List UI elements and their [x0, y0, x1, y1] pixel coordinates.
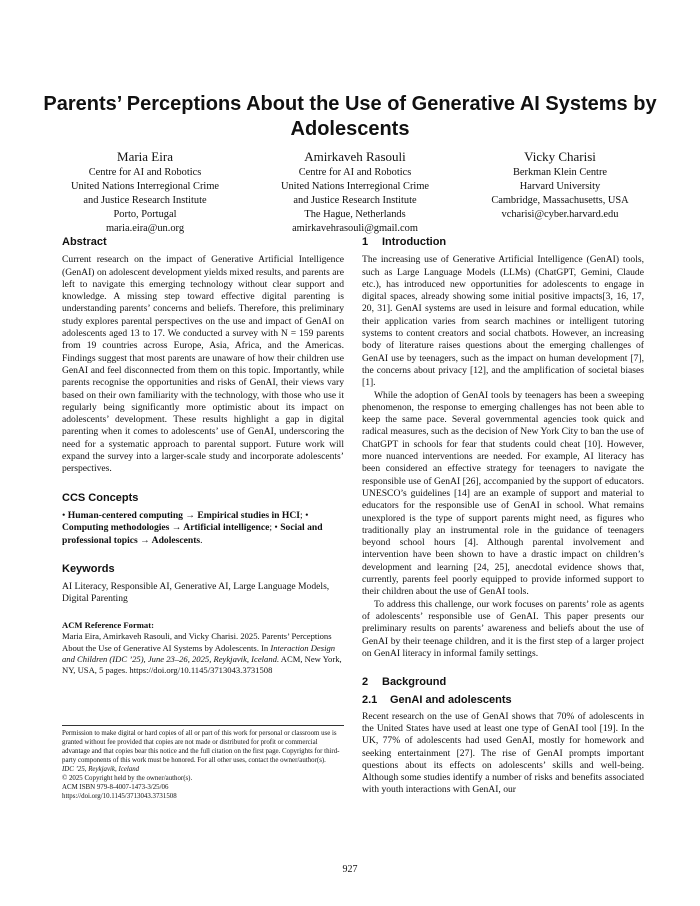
acm-reference-venue: Interaction Design and Children (IDC ’25), June 23–26, 2025, Reykjavik, Iceland.	[62, 642, 336, 664]
doi-link[interactable]: https://doi.org/10.1145/3713043.3731508	[62, 793, 177, 800]
author-affiliation-line: Porto, Portugal	[113, 209, 177, 220]
author-affiliation-line: United Nations Interregional Crime	[280, 181, 430, 192]
permission-notice	[62, 725, 344, 801]
author-2	[250, 148, 460, 236]
ccs-concepts	[62, 510, 344, 547]
right-column	[362, 236, 644, 797]
background-paragraph-1: Recent research on the use of GenAI shows that 70% of adolescents in the United States have used at least one type of GenAI tool [19]. In the UK, 77% of adolescents had used GenAI, mostly for homework and seeking entertainment [27]. The rise of GenAI prompts important questions about its effects on adolescents’ skills and well-being. Although some studies identify a number of risks and benefits associated with youth interactions with GenAI, our	[362, 710, 644, 796]
ccs-term: Artificial intelligence	[183, 522, 270, 534]
author-name: Maria Eira	[117, 149, 173, 164]
ccs-arrow: →	[169, 522, 184, 534]
ccs-term: Human-centered computing	[67, 509, 183, 521]
ccs-bullet: •	[305, 509, 309, 521]
keywords-heading: Keywords	[62, 562, 115, 575]
ccs-term: Computing methodologies	[62, 522, 170, 534]
permission-text: Permission to make digital or hard copies of all or part of this work for personal or classroom use is granted without fee provided that copies are not made or distributed for profit or commercial advantage and that copies bear this notice and the full citation on the first page. Copyrights for third-party components of this work must be honored. For all other uses, contact the owner/author(s).	[62, 730, 340, 764]
ccs-bullet: •	[274, 522, 281, 534]
author-affiliation-line: and Justice Research Institute	[83, 195, 207, 206]
introduction-heading	[362, 236, 644, 248]
subsection-number: 2.1	[362, 694, 378, 707]
section-title: Introduction	[382, 236, 447, 248]
ccs-term: Adolescents	[151, 534, 201, 546]
author-email: vcharisi@cyber.harvard.edu	[501, 209, 619, 220]
subsection-heading	[362, 694, 644, 706]
author-affiliation-line: The Hague, Netherlands	[304, 209, 406, 220]
author-name: Vicky Charisi	[524, 149, 596, 164]
permission-venue	[62, 765, 344, 774]
author-affiliation-line: and Justice Research Institute	[293, 195, 417, 206]
ccs-term: Empirical studies in HCI	[197, 509, 300, 521]
subsection-title: GenAI and adolescents	[390, 694, 512, 707]
author-name: Amirkaveh Rasouli	[304, 149, 406, 164]
ccs-arrow: →	[182, 509, 198, 521]
author-email: maria.eira@un.org	[105, 223, 185, 234]
author-affiliation-line: Cambridge, Massachusetts, USA	[491, 195, 629, 206]
page-number: 927	[342, 864, 358, 875]
author-3	[460, 148, 660, 236]
acm-reference-text: Maria Eira, Amirkaveh Rasouli, and Vicky Charisi. 2025. Parents’ Perceptions About the Use of Generative AI Systems by Adolescents. In	[62, 631, 332, 653]
acm-reference	[62, 620, 344, 677]
ccs-heading: CCS Concepts	[62, 491, 139, 504]
intro-paragraph-1: The increasing use of Generative Artificial Intelligence (GenAI) tools, such as Large Language Models (LLMs) (ChatGPT, Gemini, Claude etc.), has introduced new opportunities for adolescents to engage in digital spaces, already showing some initial positive impacts[3, 16, 17, 20, 31]. GenAI systems are used in leisure and formal education, while their application varies from search machines or intelligent tutoring systems to content creators and social chatbots. However, an increasing body of literature raises questions about the emerging challenges of GenAI use by teenagers, such as the impact on human development [7], the concerns about privacy [12], and the amplification of societal biases [1].	[362, 254, 644, 389]
ccs-arrow: →	[137, 534, 152, 546]
background-heading	[362, 676, 644, 688]
author-affiliation-line: Centre for AI and Robotics	[88, 167, 202, 178]
isbn-line: ACM ISBN 979-8-4007-1473-3/25/06	[62, 784, 169, 791]
author-block	[40, 148, 660, 236]
section-number: 1	[362, 236, 369, 248]
keywords-text: AI Literacy, Responsible AI, Generative AI, Large Language Models, Digital Parenting	[62, 581, 330, 605]
section-title: Background	[382, 676, 447, 689]
venue-text: IDC ’25, Reykjavik, Iceland	[62, 766, 140, 773]
copyright-line: © 2025 Copyright held by the owner/author(s).	[62, 775, 193, 782]
abstract-text: Current research on the impact of Generative Artificial Intelligence (GenAI) on adolescent development yields mixed results, and parents are left to navigate this emerging technology without clear support and knowledge. A missing step toward effective digital parenting is understanding parents’ concerns and beliefs. Therefore, this preliminary study explores parental perspectives on the use and impact of GenAI on adolescents aged 13 to 17. We conducted a survey with N = 159 parents from 19 countries across Europe, Asia, Africa, and the Americas. Findings suggest that most parents are unaware of how their children use GenAI and feel disconnected from them on this topic. Importantly, while parents recognise the opportunities and risks of GenAI, their views vary based on their own familiarity with the technology, with those who use it regularly being significantly more optimistic about its impact on adolescents’ development. These results highlight a gap in digital parenting when it comes to adolescents’ use of GenAI, underscoring the need for a systematic approach to parental support. Future work will expand the survey into a larger-scale study and incorporate adolescents’ perspectives.	[62, 254, 344, 475]
author-affiliation-line: Harvard University	[519, 181, 601, 192]
ccs-sep: ;	[269, 522, 275, 534]
author-1	[40, 148, 250, 236]
section-number: 2	[362, 676, 369, 689]
ccs-sep: ;	[300, 509, 306, 521]
intro-paragraph-2: While the adoption of GenAI tools by teenagers has been a sweeping phenomenon, the response to emerging challenges has not been able to keep the same pace. Several governmental agencies took quick and radical measures, such as the decision of New York City to ban the use of ChatGPT in schools for fear that students could cheat [10]. However, more nuanced interventions are needed. For example, AI literacy has been considered an effective strategy for teenagers to navigate the responsible use of GenAI [26], accompanied by the support of educators. UNESCO’s guidelines [14] are an example of support and material to educators for the responsible use of GenAI in school. What remains unexplored is the type of support parents might need, as figures who traditionally play an instrumental role in the guidance of teenagers beyond school hours [4]. Although parental involvement and intervention have been shown to have a drastic impact on children’s development and learning [24, 25], anecdotal evidence shows that, currently, parents feel poorly equipped to provide informed support to their children about the use of GenAI tools.	[362, 389, 644, 598]
ccs-sep: .	[200, 534, 203, 546]
paper-title: Parents’ Perceptions About the Use of Generative AI Systems by Adolescents	[43, 93, 657, 140]
abstract-heading: Abstract	[62, 236, 107, 248]
author-affiliation-line: Berkman Klein Centre	[512, 167, 608, 178]
ccs-bullet: •	[62, 509, 68, 521]
author-affiliation-line: Centre for AI and Robotics	[298, 167, 412, 178]
ccs-term: Social and professional topics	[62, 522, 323, 546]
author-affiliation-line: United Nations Interregional Crime	[70, 181, 220, 192]
left-column	[62, 236, 344, 677]
intro-paragraph-3: To address this challenge, our work focuses on parents’ role as agents of adolescents’ responsible use of GenAI. This paper presents our preliminary results on parents’ awareness and beliefs about the use of GenAI by their teenage children, and it is the first step of a larger project on GenAI literacy in informal family settings.	[362, 598, 644, 659]
author-email: amirkavehrasouli@gmail.com	[292, 223, 418, 234]
acm-reference-heading: ACM Reference Format:	[62, 619, 154, 630]
acm-reference-doi: ACM, New York, NY, USA, 5 pages. https://doi.org/10.1145/3713043.3731508	[62, 653, 342, 676]
